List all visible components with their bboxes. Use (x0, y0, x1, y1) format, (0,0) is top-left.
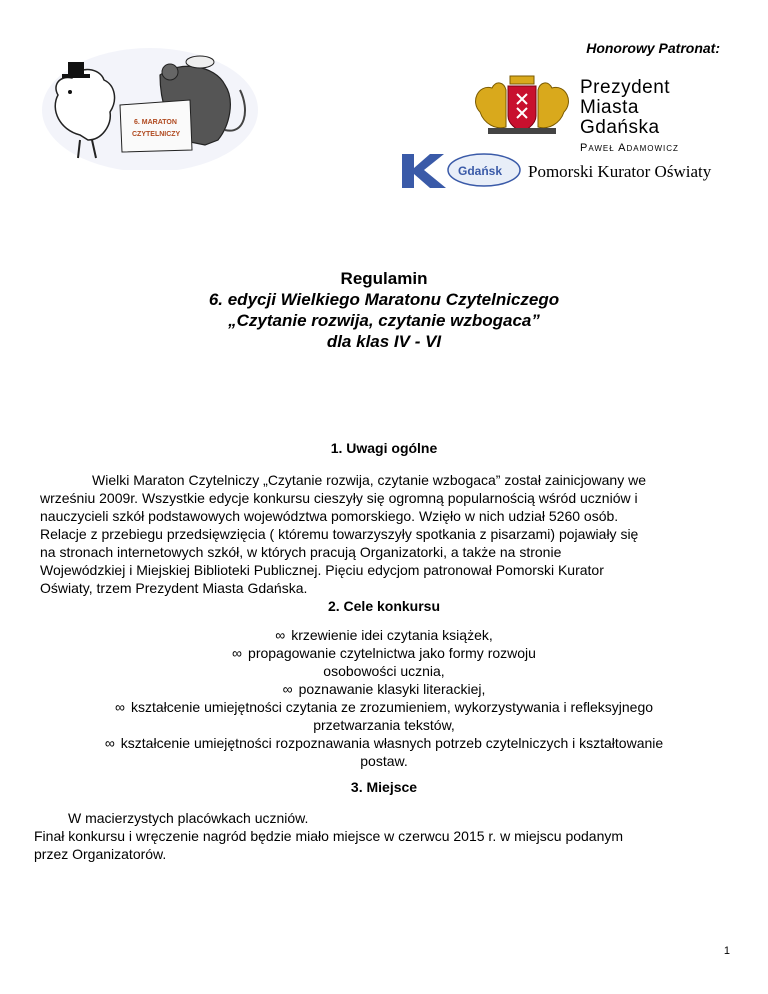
infinity-bullet-icon: ∞ (104, 735, 115, 751)
list-item: postaw. (360, 753, 408, 769)
marathon-logo-line2: CZYTELNICZY (132, 131, 181, 138)
goals-list (0, 626, 768, 770)
title-line-1: Regulamin (340, 269, 428, 288)
section-goals-heading: 2. Cele konkursu (327, 598, 441, 614)
general-line: nauczycieli szkół podstawowych województwa pomorskiego. Wzięło w nich udział 5260 osób. (40, 508, 619, 524)
general-line: Wielki Maraton Czytelniczy „Czytanie rozwija, czytanie wzbogaca” został zainicjowany we (92, 472, 646, 488)
page-number: 1 (723, 945, 730, 957)
place-line: Finał konkursu i wręczenie nagród będzie miało miejsce w czerwcu 2015 r. w miejscu podanym (34, 828, 624, 844)
infinity-bullet-icon: ∞ (282, 681, 293, 697)
general-line: Oświaty, trzem Prezydent Miasta Gdańska. (40, 580, 308, 596)
place-line: przez Organizatorów. (34, 846, 167, 862)
section-place-heading: 3. Miejsce (350, 779, 418, 795)
general-line: na stronach internetowych szkół, w których pracują Organizatorki, a także na stronie (40, 544, 562, 560)
list-item: ∞ poznawanie klasyki literackiej, (282, 681, 486, 697)
title-line-4: dla klas IV - VI (326, 332, 442, 351)
title-line-3: „Czytanie rozwija, czytanie wzbogaca” (228, 311, 540, 330)
marathon-logo-line1: 6. MARATON (134, 119, 177, 126)
list-item: ∞ kształcenie umiejętności czytania ze zrozumieniem, wykorzystywania i refleksyjnego (114, 699, 654, 715)
kurator-logo (398, 150, 758, 192)
general-line: Relacje z przebiegu przedsięwzięcia ( któremu towarzyszyły spotkania z pisarzami) pojawiały się (40, 526, 639, 542)
kurator-label: Pomorski Kurator Oświaty (528, 162, 712, 181)
gdansk-logo-line2: Miasta Gdańska (580, 96, 660, 138)
marathon-logo (40, 40, 260, 170)
general-line: Wojewódzkiej i Miejskiej Biblioteki Publicznej. Pięciu edycjom patronował Pomorski Kurator (40, 562, 604, 578)
general-line: wrześniu 2009r. Wszystkie edycje konkursu cieszyły się ogromną popularnością wśród uczniów i (40, 490, 638, 506)
list-item: przetwarzania tekstów, (313, 717, 455, 733)
infinity-bullet-icon: ∞ (114, 699, 125, 715)
section-general-heading: 1. Uwagi ogólne (330, 440, 438, 456)
infinity-bullet-icon: ∞ (232, 645, 243, 661)
document-title (0, 268, 768, 352)
infinity-bullet-icon: ∞ (275, 627, 286, 643)
kurator-k-icon (398, 150, 522, 192)
place-line: W macierzystych placówkach uczniów. (68, 810, 309, 826)
gdansk-coat-of-arms-icon (470, 72, 574, 138)
section-general-body (40, 471, 726, 597)
kurator-badge-text: Gdańsk (458, 164, 503, 178)
gdansk-logo-line3: Paweł Adamowicz (580, 141, 679, 154)
honorary-patronage-label: Honorowy Patronat: (586, 40, 720, 56)
gdansk-mayor-logo (470, 72, 710, 154)
list-item: ∞ krzewienie idei czytania książek, (275, 627, 493, 643)
list-item: osobowości ucznia, (323, 663, 445, 679)
gdansk-logo-line1: Prezydent (580, 77, 671, 98)
list-item: ∞ kształcenie umiejętności rozpoznawania własnych potrzeb czytelniczych i kształtowanie (104, 735, 664, 751)
section-place-body (34, 809, 726, 863)
title-line-2: 6. edycji Wielkiego Maratonu Czytelniczego (208, 290, 560, 309)
list-item: ∞ propagowanie czytelnictwa jako formy rozwoju (232, 645, 536, 661)
